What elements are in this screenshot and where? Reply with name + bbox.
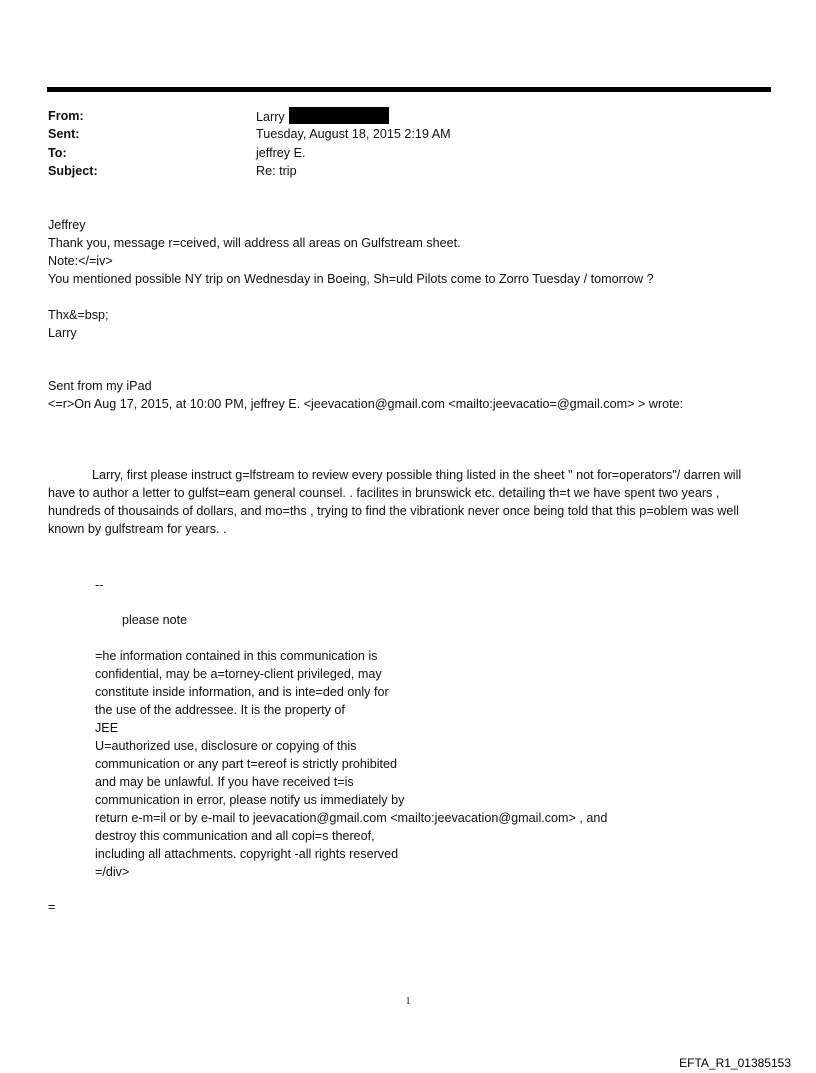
redaction-box bbox=[289, 107, 389, 124]
reply-line: Thank you, message r=ceived, will address all areas on Gulfstream sheet. bbox=[48, 236, 461, 250]
disclaimer-line: the use of the addressee. It is the property of bbox=[95, 703, 345, 717]
quoted-paragraph-text: Larry, first please instruct g=lfstream to review every possible thing listed in the sheet " not for=operators"/ darren will have to author a letter to gulfst=eam general counsel. . facilites in brunswick etc. detailing th=t we have spent two years , hundreds of thousainds of dollars, and mo=ths , trying to find the vibrationk never once being told that this p=oblem was well known by gulfstream for years. . bbox=[48, 468, 742, 536]
quoted-paragraph bbox=[48, 466, 758, 538]
disclaimer-line: =he information contained in this communication is bbox=[95, 649, 378, 663]
header-rule bbox=[47, 87, 771, 92]
signature-dash: -- bbox=[95, 578, 104, 592]
please-note: please note bbox=[122, 613, 188, 627]
from-name: Larry bbox=[256, 110, 285, 124]
sent-value: Tuesday, August 18, 2015 2:19 AM bbox=[256, 127, 451, 141]
disclaimer-line: U=authorized use, disclosure or copying of this bbox=[95, 739, 357, 753]
to-label: To: bbox=[48, 146, 67, 160]
document-id: EFTA_R1_01385153 bbox=[679, 1056, 791, 1070]
sent-label: Sent: bbox=[48, 127, 80, 141]
reply-line: Note:</=iv> bbox=[48, 254, 113, 268]
disclaimer-line: return e-m=il or by e-mail to jeevacation@gmail.com <mailto:jeevacation@gmail.com> , and bbox=[95, 811, 608, 825]
disclaimer-line: confidential, may be a=torney-client privileged, may bbox=[95, 667, 382, 681]
reply-signature: Larry bbox=[48, 326, 77, 340]
disclaimer-line: communication or any part t=ereof is strictly prohibited bbox=[95, 757, 398, 771]
sent-from-line: Sent from my iPad bbox=[48, 379, 152, 393]
quote-header: <=r>On Aug 17, 2015, at 10:00 PM, jeffrey E. <jeevacation@gmail.com <mailto:jeevacatio=@gmail.com> > wrote: bbox=[48, 397, 684, 411]
disclaimer-line: destroy this communication and all copi=s thereof, bbox=[95, 829, 375, 843]
reply-line: You mentioned possible NY trip on Wednesday in Boeing, Sh=uld Pilots come to Zorro Tuesday / tomorrow ? bbox=[48, 272, 654, 286]
disclaimer-line: =/div> bbox=[95, 865, 130, 879]
disclaimer-line: communication in error, please notify us immediately by bbox=[95, 793, 405, 807]
disclaimer-line: and may be unlawful. If you have received t=is bbox=[95, 775, 354, 789]
trailing-equals: = bbox=[48, 900, 56, 914]
page-number: 1 bbox=[405, 996, 411, 1007]
subject-label: Subject: bbox=[48, 164, 98, 178]
from-value bbox=[256, 107, 389, 126]
subject-value: Re: trip bbox=[256, 164, 297, 178]
reply-line: Thx&=bsp; bbox=[48, 308, 109, 322]
to-value: jeffrey E. bbox=[256, 146, 306, 160]
reply-greeting: Jeffrey bbox=[48, 218, 86, 232]
disclaimer-line: including all attachments. copyright -all rights reserved bbox=[95, 847, 399, 861]
disclaimer-line: constitute inside information, and is inte=ded only for bbox=[95, 685, 389, 699]
from-label: From: bbox=[48, 109, 84, 123]
disclaimer-line: JEE bbox=[95, 721, 119, 735]
